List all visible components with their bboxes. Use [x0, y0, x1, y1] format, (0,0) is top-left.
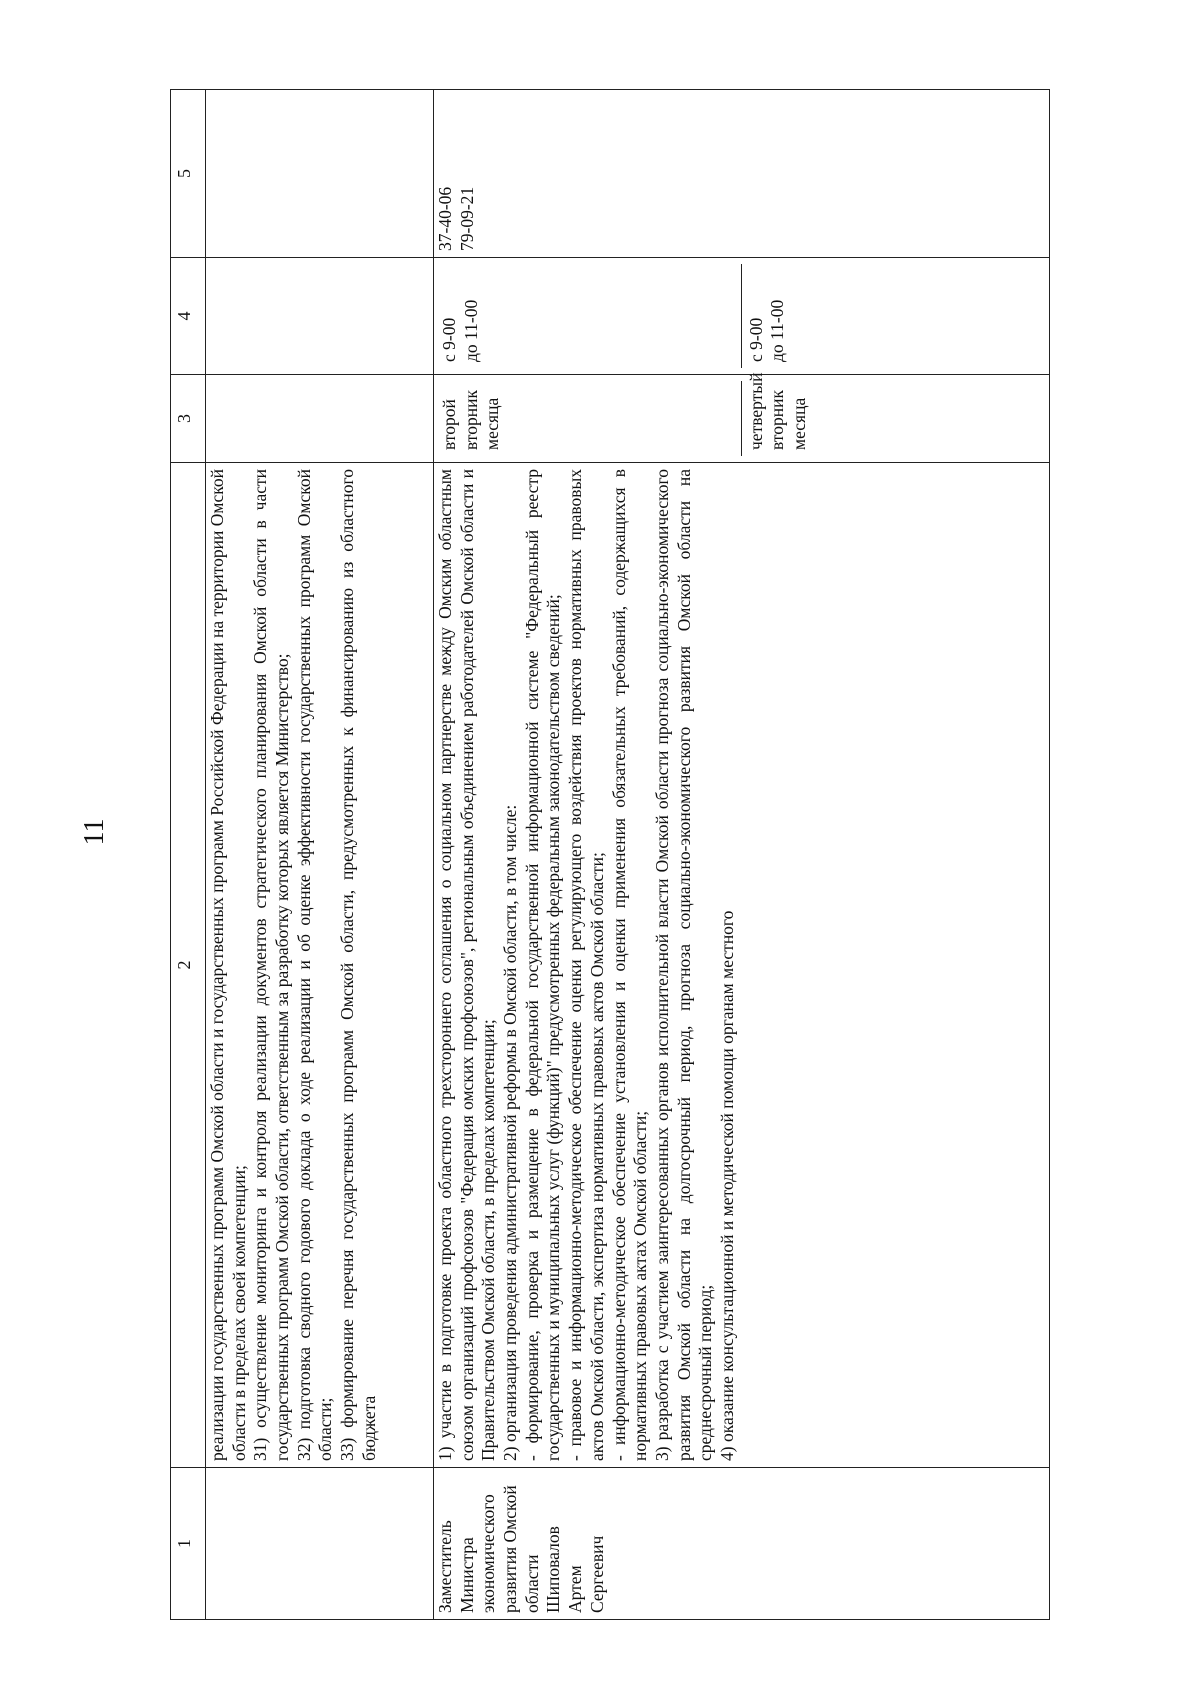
official-cell — [434, 1468, 1050, 1620]
page-number: 11 — [79, 818, 110, 846]
phone-number: 79-09-21 — [456, 186, 477, 251]
duty-item: 32) подготовка сводного годового доклада о ходе реализации и об оценке эффективности государственных программ Омской области; — [293, 469, 336, 1461]
official-line: экономического — [478, 1494, 499, 1613]
header-col-4: 4 — [171, 258, 206, 375]
duty-item: 1) участие в подготовке проекта областного трехстороннего соглашения о социальном партнерстве между Омским областным союзом организаций профсоюзов "Федерация омских профсоюзов", региональным объединением работодателей Омской области и Правительством Омской области, в пределах компетенции; — [435, 469, 499, 1461]
header-row — [171, 90, 206, 1620]
time-cell — [434, 258, 1050, 375]
duty-item: 31) осуществление мониторинга и контроля реализации документов стратегического планирования Омской области в части государственных программ Омской области, ответственным за разработку которых является Министерство; — [250, 469, 293, 1461]
table-row-official — [434, 90, 1050, 1620]
duty-item: - правовое и информационно-методическое обеспечение оценки регулирующего воздействия проектов нормативных правовых актов Омской области, экспертиза нормативных правовых актов Омской области; — [565, 469, 607, 1461]
schedule-time-1: с 9-00 до 11-00 — [435, 264, 742, 368]
duties-cell-continued — [206, 463, 434, 1468]
schedule-time-2: с 9-00 до 11-00 — [745, 299, 788, 362]
header-col-2: 2 — [171, 463, 206, 1468]
duty-item: - формирование, проверка и размещение в федеральной государственной информационной системе "Федеральный реестр государственных и муниципальных услуг (функций)" предусмотренных федеральным законодательством сведений; — [521, 469, 564, 1461]
official-cell-empty — [206, 1468, 434, 1620]
rotated-table-wrapper — [170, 90, 1050, 1620]
phone-number: 37-40-06 — [435, 186, 455, 251]
official-line: развития Омской — [500, 1485, 521, 1613]
schedule-table — [170, 89, 1050, 1620]
official-line: области — [521, 1554, 542, 1613]
official-line: Артем — [565, 1565, 586, 1613]
duty-item: 33) формирование перечня государственных программ Омской области, предусмотренных к финансированию из областного бюджета — [337, 469, 379, 1461]
schedule-day-1: второй вторник месяца — [435, 381, 742, 456]
official-line: Заместитель — [435, 1520, 455, 1613]
phone-cell — [434, 90, 1050, 258]
duty-item: 2) организация проведения административной реформы в Омской области, в том числе: — [500, 804, 521, 1461]
header-col-5: 5 — [171, 90, 206, 258]
duties-cell — [434, 463, 1050, 1468]
header-col-3: 3 — [171, 375, 206, 463]
table-row-continued — [206, 90, 434, 1620]
phone-cell-empty — [206, 90, 434, 258]
header-col-1: 1 — [171, 1468, 206, 1620]
schedule-day-2: четвертый вторник месяца — [745, 372, 809, 450]
duty-item: - информационно-методическое обеспечение установления и оценки применения обязательных требований, содержащихся в нормативных правовых актах Омской области; — [608, 469, 651, 1461]
time-cell-empty — [206, 258, 434, 375]
duty-item: реализации государственных программ Омской области и государственных программ Российской Федерации на территории Омской области в пределах своей компетенции; — [207, 469, 249, 1461]
day-cell-empty — [206, 375, 434, 463]
duty-item: 4) оказание консультационной и методической помощи органам местного — [716, 910, 737, 1461]
official-line: Сергеевич — [586, 1535, 607, 1613]
duty-item: 3) разработка с участием заинтересованных органов исполнительной власти Омской области прогноза социально-экономического развития Омской области на долгосрочный период, прогноза социально-экономического развития Омской области на среднесрочный период; — [651, 469, 716, 1461]
official-line: Министра — [456, 1537, 477, 1613]
official-line: Шиповалов — [543, 1526, 564, 1613]
day-cell — [434, 372, 1050, 463]
